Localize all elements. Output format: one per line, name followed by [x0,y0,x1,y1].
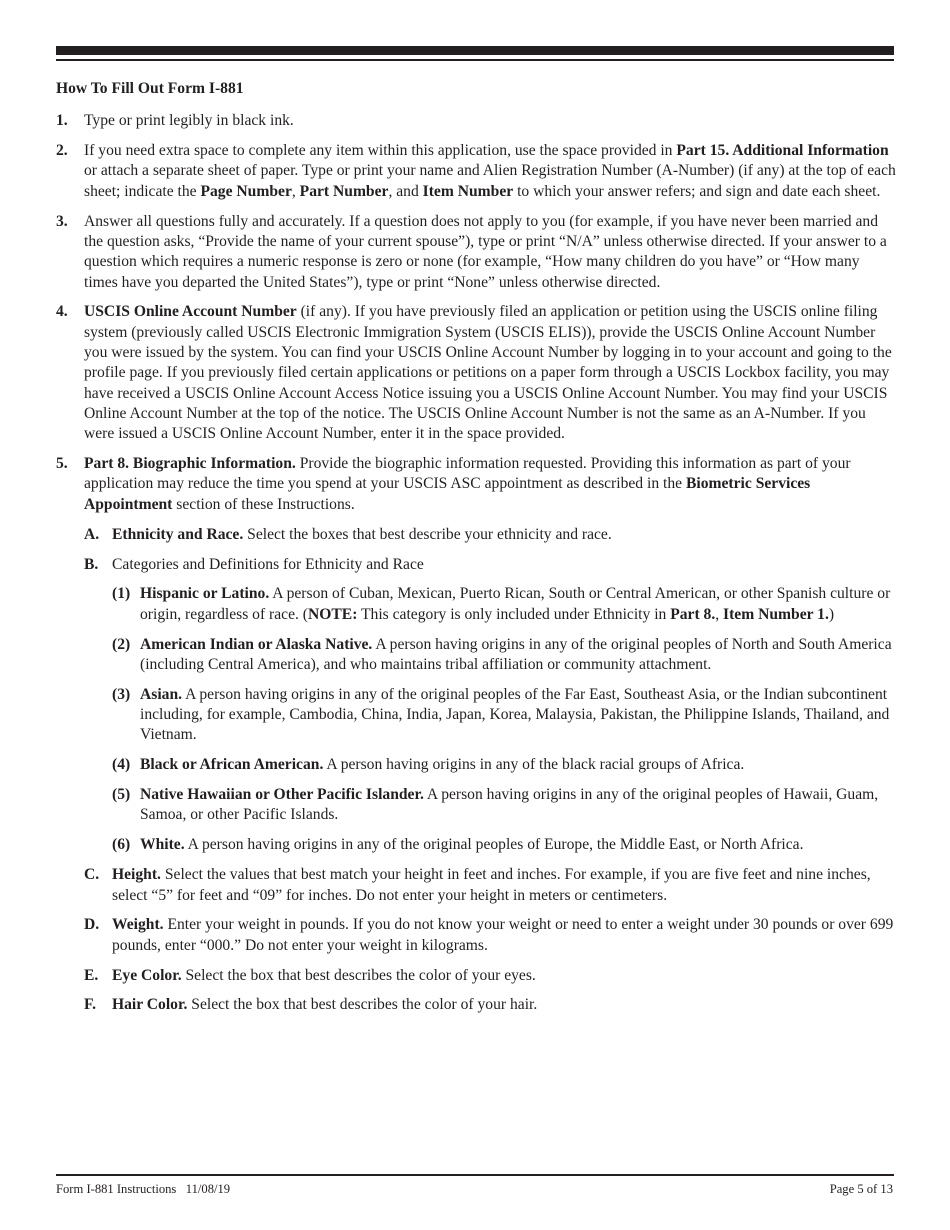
category-text: Black or African American. A person having origins in any of the black racial groups of Africa. [140,756,745,774]
category-text: Hispanic or Latino. A person of Cuban, Mexican, Puerto Rican, South or Central American, or other Spanish culture or origin, regardless of race. (NOTE: This category is only included under Ethnicity in Part 8., Item Number 1.) [140,585,891,623]
item-number: 5. [56,455,68,473]
instruction-item-4 [56,302,896,444]
category-hispanic-latino [112,584,896,625]
subitem-label: C. [84,866,100,884]
category-text: Native Hawaiian or Other Pacific Islander. A person having origins in any of the original peoples of Hawaii, Guam, Samoa, or other Pacific Islands. [140,786,879,824]
subitem-label: F. [84,996,96,1014]
subitem-text: Eye Color. Select the box that best describes the color of your eyes. [112,966,536,984]
item-number: 2. [56,142,68,160]
category-text: White. A person having origins in any of the original peoples of Europe, the Middle East, or North Africa. [140,836,804,854]
item-text: Type or print legibly in black ink. [84,112,294,130]
subitem-label: E. [84,966,99,984]
footer-rule [56,1174,894,1176]
subitem-text: Height. Select the values that best match your height in feet and inches. For example, if you are five feet and nine inches, select “5” for feet and “09” for inches. Do not enter your height in meters or centimeters. [112,866,871,904]
subitem-text: Ethnicity and Race. Select the boxes that best describe your ethnicity and race. [112,525,612,543]
category-asian [112,685,896,746]
subitem-label: D. [84,916,100,934]
subitem-label: B. [84,555,99,573]
header-thick-rule [56,46,894,55]
subitem-label: A. [84,525,100,543]
section-heading: How To Fill Out Form I-881 [56,80,244,97]
category-american-indian [112,635,896,676]
item-number: 1. [56,112,68,130]
footer-page-number: Page 5 of 13 [829,1182,893,1196]
subitem-text: Hair Color. Select the box that best describes the color of your hair. [112,996,538,1014]
category-label: (2) [112,635,131,653]
item-text: Answer all questions fully and accurately. If a question does not apply to you (for example, if you have never been married and the question asks, “Provide the name of your current spouse”), type or print “N/A” unless otherwise directed. If your answer to a question which requires a numeric response is zero or none (for example, “How many children do you have” or “How many times have you departed the United States”), type or print “None” unless otherwise directed. [84,212,887,291]
category-label: (4) [112,756,131,774]
category-label: (1) [112,585,131,603]
instructions-content [56,79,896,1025]
category-text: American Indian or Alaska Native. A person having origins in any of the original peoples of North and South America (including Central America), and who maintains tribal affiliation or community attachment. [140,635,892,673]
subitem-hair-color [84,995,896,1015]
item-text: If you need extra space to complete any item within this application, use the space provided in Part 15. Additional Information or attach a separate sheet of paper. Type or print your name and Alien Registration Number (A-Number) (if any) at the top of each sheet; indicate the Page Number, Part Number, and Item Number to which your answer refers; and sign and date each sheet. [84,142,896,200]
item-number: 4. [56,303,68,321]
category-label: (3) [112,685,131,703]
category-label: (6) [112,836,131,854]
item-number: 3. [56,212,68,230]
header-thin-rule [56,59,894,61]
subitem-text: Categories and Definitions for Ethnicity and Race [112,555,424,573]
item-text: USCIS Online Account Number (if any). If you have previously filed an application or petition using the USCIS online filing system (previously called USCIS Electronic Immigration System (USCIS ELIS)), provide the USCIS Online Account Number you were issued by the system. You can find your USCIS Online Account Number by logging in to your account and going to the profile page. If you previously filed certain applications or petitions on a paper form through a USCIS Lockbox facility, you may have received a USCIS Online Account Access Notice issuing you a USCIS Online Account Number. You may find your USCIS Online Account Number at the top of the notice. The USCIS Online Account Number is not the same as an A-Number. If you were issued a USCIS Online Account Number, enter it in the space provided. [84,303,892,443]
category-label: (5) [112,786,131,804]
footer-form-info: Form I-881 Instructions 11/08/19 [56,1182,231,1196]
category-text: Asian. A person having origins in any of the original peoples of the Far East, Southeast Asia, or the Indian subcontinent including, for example, Cambodia, China, India, Japan, Korea, Malaysia, Pakistan, the Philippine Islands, Thailand, and Vietnam. [140,685,890,744]
subitem-height [84,865,896,906]
instruction-item-5 [56,454,896,515]
instruction-item-2 [56,141,896,202]
instruction-item-3 [56,212,896,293]
category-native-hawaiian [112,785,896,826]
category-black-african-american [112,755,896,775]
item-text: Part 8. Biographic Information. Provide the biographic information requested. Providing this information as part of your application may reduce the time you spend at your USCIS ASC appointment as described in the Biometric Services Appointment section of these Instructions. [84,455,851,513]
subitem-categories [84,555,896,575]
subitem-eye-color [84,966,896,986]
subitem-ethnicity-race [84,525,896,545]
subitem-text: Weight. Enter your weight in pounds. If you do not know your weight or need to enter a weight under 30 pounds or over 699 pounds, enter “000.” Do not enter your weight in kilograms. [112,916,894,954]
subitem-weight [84,915,896,956]
category-white [112,835,896,855]
instruction-item-1 [56,111,896,131]
